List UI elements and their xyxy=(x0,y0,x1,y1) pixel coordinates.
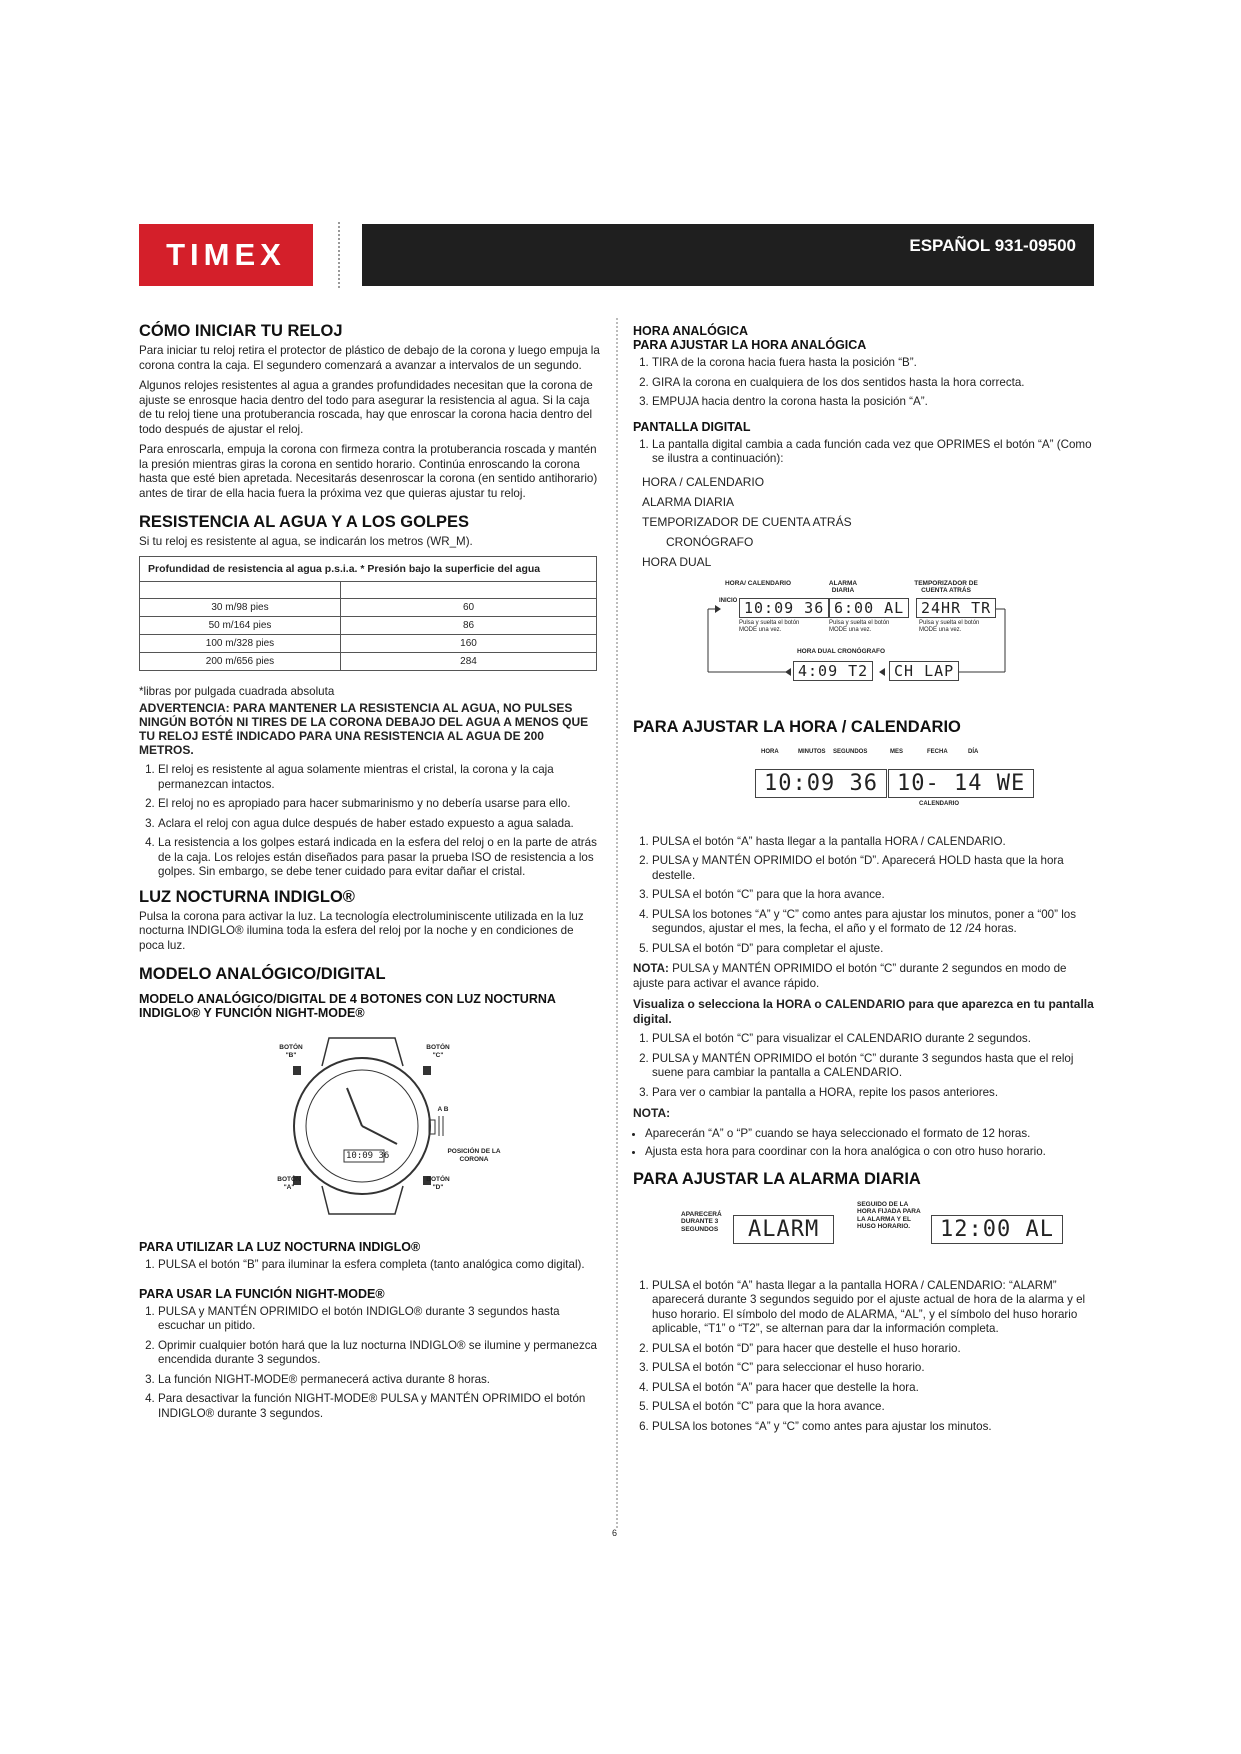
mode-item: ALARMA DIARIA xyxy=(642,494,735,509)
flow-lcd-time: 10:09 36 xyxy=(739,598,829,618)
column-divider xyxy=(616,318,618,1528)
list-item: 2. PULSA y MANTÉN OPRIMIDO el botón “C” durante 3 segundos hasta que el reloj suene para cambiar la pantalla a CALENDARIO. xyxy=(652,1052,1095,1081)
page-number: 6 xyxy=(612,1528,618,1538)
visual-title: Visualiza o selecciona la HORA o CALENDARIO para que aparezca en tu pantalla digital. xyxy=(633,997,1094,1026)
list-item: 1. El reloj es resistente al agua solamente mientras el cristal, la corona y la caja permanezcan intactos. xyxy=(158,763,601,792)
night-mode-list xyxy=(139,1305,601,1422)
section-title-water: RESISTENCIA AL AGUA Y A LOS GOLPES xyxy=(139,513,470,531)
list-item: 2. PULSA y MANTÉN OPRIMIDO el botón “D”. Aparecerá HOLD hasta que la hora destelle. xyxy=(652,854,1095,883)
label-segundos: SEGUNDOS xyxy=(833,748,868,755)
list-item: 3. PULSA el botón “C” para que la hora avance. xyxy=(652,888,1095,903)
label-minutos: MINUTOS xyxy=(798,748,826,755)
header-divider xyxy=(338,222,340,288)
list-item: 1. PULSA el botón “B” para iluminar la esfera completa (tanto analógica como digital). xyxy=(158,1258,601,1273)
alarm-appear-label: APARECERÁ DURANTE 3 SEGUNDOS xyxy=(681,1210,722,1233)
analog-title: HORA ANALÓGICA xyxy=(633,324,749,338)
table-cell: 200 m/656 pies xyxy=(140,652,341,670)
table-cell: 100 m/328 pies xyxy=(140,634,341,652)
flow-label-time: HORA/ CALENDARIO xyxy=(724,579,792,587)
table-cell: 50 m/164 pies xyxy=(140,616,341,634)
table-cell: 160 xyxy=(341,634,597,652)
list-item: 6. PULSA los botones “A” y “C” como antes para ajustar los minutos. xyxy=(652,1420,1095,1435)
water-list xyxy=(139,763,601,880)
settime-lcd-date: 10- 14 WE xyxy=(888,769,1034,798)
button-a-label: BOTÓN "A" xyxy=(277,1176,301,1191)
list-item: 5. PULSA el botón “D” para completar el ajuste. xyxy=(652,942,1095,957)
footnote: *libras por pulgada cuadrada absoluta xyxy=(139,684,335,698)
settime-lcd-time: 10:09 36 xyxy=(755,769,887,798)
flow-lcd-timer: 24HR TR xyxy=(916,598,996,618)
left-column xyxy=(139,322,601,1427)
list-item: 4. PULSA los botones “A” y “C” como antes para ajustar los minutos, poner a “00” los segundos, ajustar el mes, la fecha, el año y el formato de 12 /24 horas. xyxy=(652,908,1095,937)
note2-label: NOTA: xyxy=(633,1106,671,1120)
label-fecha: FECHA xyxy=(927,748,948,755)
note xyxy=(633,962,1095,991)
flow-lcd-dual: 4:09 T2 xyxy=(793,661,873,681)
alarm-lcd-time: 12:00 AL xyxy=(931,1215,1063,1244)
table-cell: 284 xyxy=(341,652,597,670)
paragraph: Algunos relojes resistentes al agua a grandes profundidades necesitan que la corona de ajuste se enrosque hacia dentro del todo para asegurar la resistencia al agua. Si la caja de tu reloj tiene una protuberancia roscada, hay que enroscar la corona hacia dentro del todo después de ajustar el reloj. xyxy=(139,379,593,436)
note-bullets xyxy=(633,1127,1095,1160)
list-item: 4. PULSA el botón “A” para hacer que destelle la hora. xyxy=(652,1381,1095,1396)
flow-note: Pulsa y suelta el botón MODE una vez. xyxy=(739,619,800,633)
section-title-model: MODELO ANALÓGICO/DIGITAL xyxy=(139,965,386,983)
section-title-start: CÓMO INICIAR TU RELOJ xyxy=(139,322,343,340)
list-item: 1. PULSA el botón “A” hasta llegar a la pantalla HORA / CALENDARIO: “ALARM” aparecerá durante 3 segundos seguido por el ajuste actual de hora de la alarma y el huso horario. El símbolo del modo de ALARMA, “AL”, y el símbolo del huso horario aplicable, “T1” o “T2”, se alternan para dar la información completa. xyxy=(652,1279,1095,1337)
table-cell: 86 xyxy=(341,616,597,634)
table-header: Profundidad de resistencia al agua p.s.i.a. * Presión bajo la superficie del agua xyxy=(140,556,597,581)
digital-list xyxy=(633,438,1095,467)
night-mode-title: PARA USAR LA FUNCIÓN NIGHT-MODE® xyxy=(139,1286,385,1301)
list-item: 3. Aclara el reloj con agua dulce después de haber estado expuesto a agua salada. xyxy=(158,817,601,832)
paragraph: Pulsa la corona para activar la luz. La tecnología electroluminiscente utilizada en la luz nocturna INDIGLO® ilumina toda la esfera del reloj por la noche y en condiciones de poca luz. xyxy=(139,909,584,952)
model-subtitle: MODELO ANALÓGICO/DIGITAL DE 4 BOTONES CON LUZ NOCTURNA INDIGLO® Y FUNCIÓN NIGHT-MODE® xyxy=(139,992,556,1020)
list-item: 3. Para ver o cambiar la pantalla a HORA, repite los pasos anteriores. xyxy=(652,1086,1095,1101)
mode-flow-diagram xyxy=(633,580,1095,690)
settime-list xyxy=(633,835,1095,957)
paragraph: Para enroscarla, empuja la corona con firmeza contra la protuberancia roscada y mantén la presión mientras giras la corona en sentido horario. Continúa enroscando la corona hasta que esté bien apretada. Necesitarás desenroscar la corona (en sentido antihorario) antes de tirar de ella hacia fuera la próxima vez que quieras ajustar tu reloj. xyxy=(139,443,598,500)
list-item: 2. Oprimir cualquier botón hará que la luz nocturna INDIGLO® se ilumine y permanezca encendida durante 3 segundos. xyxy=(158,1339,601,1368)
alarm-list xyxy=(633,1279,1095,1435)
flow-label-timer: TEMPORIZADOR DE CUENTA ATRÁS xyxy=(914,579,978,594)
list-item: 3. PULSA el botón “C” para seleccionar el huso horario. xyxy=(652,1361,1095,1376)
mode-item: HORA / CALENDARIO xyxy=(642,474,765,489)
mode-item: TEMPORIZADOR DE CUENTA ATRÁS xyxy=(642,514,852,529)
list-item: 1. La pantalla digital cambia a cada función cada vez que OPRIMES el botón “A” (Como se ilustra a continuación): xyxy=(652,438,1095,467)
flow-note: Pulsa y suelta el botón MODE una vez. xyxy=(919,619,980,633)
use-light-title: PARA UTILIZAR LA LUZ NOCTURNA INDIGLO® xyxy=(139,1240,421,1254)
list-item: 1. TIRA de la corona hacia fuera hasta la posición “B”. xyxy=(652,356,1095,371)
flow-start-label: INICIO xyxy=(719,597,738,604)
list-item: 1. PULSA el botón “A” hasta llegar a la pantalla HORA / CALENDARIO. xyxy=(652,835,1095,850)
crown-position-label: POSICIÓN DE LA CORONA xyxy=(447,1148,501,1163)
list-item: 1. PULSA el botón “C” para visualizar el CALENDARIO durante 2 segundos. xyxy=(652,1032,1095,1047)
list-item: 3. La función NIGHT-MODE® permanecerá activa durante 8 horas. xyxy=(158,1373,601,1388)
section-title-settime: PARA AJUSTAR LA HORA / CALENDARIO xyxy=(633,717,961,736)
list-item: 4. Para desactivar la función NIGHT-MODE® PULSA y MANTÉN OPRIMIDO el botón INDIGLO® durante 3 segundos. xyxy=(158,1392,601,1421)
alarm-lcd-word: ALARM xyxy=(733,1215,834,1244)
note-text: PULSA y MANTÉN OPRIMIDO el botón “C” durante 2 segundos en modo de ajuste para activar el avance rápido. xyxy=(633,962,1067,990)
section-title-indiglo: LUZ NOCTURNA INDIGLO® xyxy=(139,887,355,906)
button-b-label: BOTÓN "B" xyxy=(279,1044,303,1059)
table-row xyxy=(140,598,597,616)
label-mes: MES xyxy=(890,748,904,755)
list-item: 3. EMPUJA hacia dentro la corona hasta la posición “A”. xyxy=(652,395,1095,410)
flow-note: Pulsa y suelta el botón MODE una vez. xyxy=(829,619,890,633)
list-item: 5. PULSA el botón “C” para que la hora avance. xyxy=(652,1400,1095,1415)
label-calendario: CALENDARIO xyxy=(919,800,959,807)
flow-lcd-chrono: CH LAP xyxy=(889,661,959,681)
button-c-label: BOTÓN "C" xyxy=(426,1044,450,1059)
flow-label-dual: HORA DUAL CRONÓGRAFO xyxy=(796,647,886,655)
table-cell: 60 xyxy=(341,598,597,616)
right-column xyxy=(633,324,1095,1440)
header-bar xyxy=(362,224,1094,286)
bullet-item: • Aparecerán “A” o “P” cuando se haya seleccionado el formato de 12 horas. xyxy=(645,1127,1095,1142)
water-table xyxy=(139,556,597,671)
paragraph: Para iniciar tu reloj retira el protector de plástico de debajo de la corona y luego empuja la corona contra la caja. El segundero comenzará a avanzar a intervalos de un segundo. xyxy=(139,344,600,372)
list-item: 2. GIRA la corona en cualquiera de los dos sentidos hasta la hora correcta. xyxy=(652,376,1095,391)
alarm-diagram xyxy=(633,1195,1095,1269)
mode-item: CRONÓGRAFO xyxy=(666,534,754,549)
label-dia: DÍA xyxy=(968,748,979,755)
crown-ab-label: A B xyxy=(437,1106,449,1113)
list-item: 4. La resistencia a los golpes estará indicada en la esfera del reloj o en la parte de atrás de la caja. Los relojes están diseñados para pasar la prueba ISO de resistencia a los golpes. Sin embargo, se debe tener cuidado para evitar dañar el cristal. xyxy=(158,836,601,880)
paragraph: Si tu reloj es resistente al agua, se indicarán los metros (WR_M). xyxy=(139,535,473,548)
flow-label-alarm: ALARMA DIARIA xyxy=(828,579,858,594)
timex-logo: TIMEX xyxy=(139,224,313,286)
table-row xyxy=(140,634,597,652)
watch-illustration xyxy=(139,1026,601,1226)
label-hora: HORA xyxy=(761,748,779,755)
warning: ADVERTENCIA: PARA MANTENER LA RESISTENCIA AL AGUA, NO PULSES NINGÚN BOTÓN NI TIRES DE LA CORONA DEBAJO DEL AGUA A MENOS QUE TU RELOJ ESTÉ INDICADO PARA UNA RESISTENCIA AL AGUA DE 200 METROS. xyxy=(139,701,589,757)
table-cell: 30 m/98 pies xyxy=(140,598,341,616)
table-row xyxy=(140,616,597,634)
analog-subtitle: PARA AJUSTAR LA HORA ANALÓGICA xyxy=(633,338,867,352)
watch-diagram xyxy=(139,1026,601,1226)
alarm-followed-label: SEGUIDO DE LA HORA FIJADA PARA LA ALARMA Y EL HUSO HORARIO. xyxy=(857,1200,921,1230)
visual-list xyxy=(633,1032,1095,1100)
table-row xyxy=(140,652,597,670)
settime-diagram xyxy=(633,745,1095,825)
use-light-list xyxy=(139,1258,601,1273)
list-item: 2. PULSA el botón “D” para hacer que destelle el huso horario. xyxy=(652,1342,1095,1357)
list-item: 2. El reloj no es apropiado para hacer submarinismo y no debería usarse para ello. xyxy=(158,797,601,812)
digital-title: PANTALLA DIGITAL xyxy=(633,419,751,434)
section-title-alarm: PARA AJUSTAR LA ALARMA DIARIA xyxy=(633,1169,921,1188)
mode-item: HORA DUAL xyxy=(642,554,712,569)
button-d-label: BOTÓN "D" xyxy=(426,1176,450,1191)
header-title: ESPAÑOL 931-09500 xyxy=(909,236,1076,255)
list-item: 1. PULSA y MANTÉN OPRIMIDO el botón INDIGLO® durante 3 segundos hasta escuchar un pitido. xyxy=(158,1305,601,1334)
watch-lcd: 10:09 36 xyxy=(346,1151,390,1161)
note-label: NOTA: xyxy=(633,962,669,975)
flow-lcd-alarm: 6:00 AL xyxy=(829,598,909,618)
analog-list xyxy=(633,356,1095,410)
mode-list xyxy=(633,472,1095,572)
bullet-item: • Ajusta esta hora para coordinar con la hora analógica o con otro huso horario. xyxy=(645,1145,1095,1160)
